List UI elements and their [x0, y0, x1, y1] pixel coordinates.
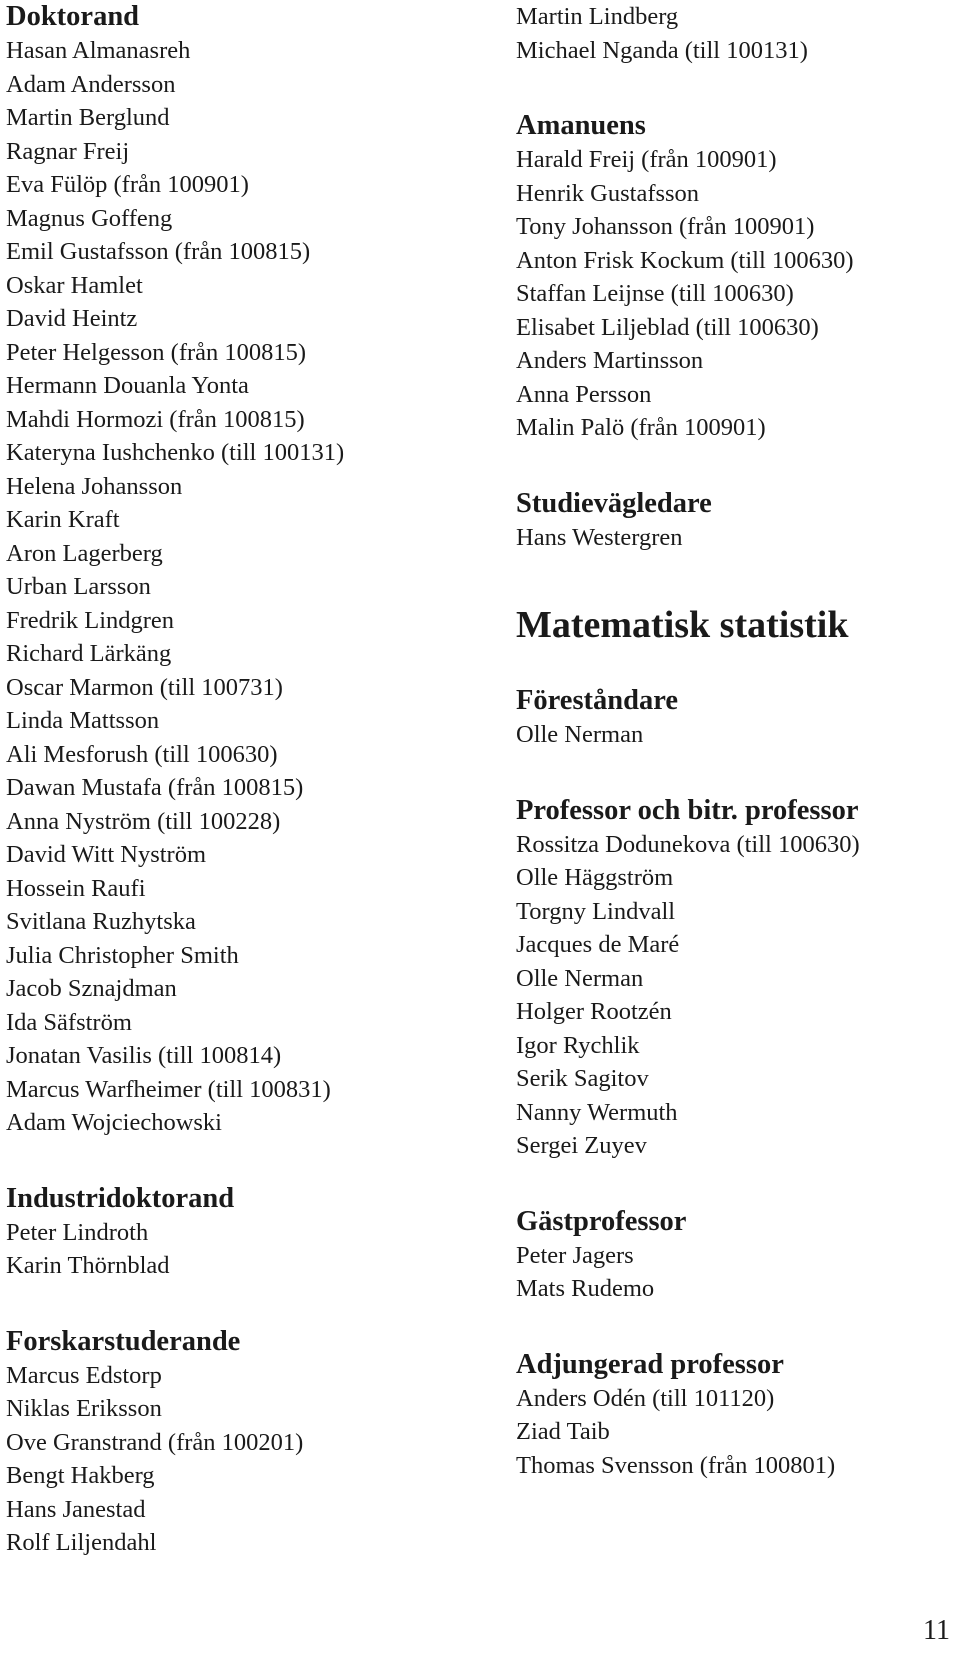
person-name: Anders Martinsson — [516, 347, 704, 374]
person-name: Ragnar Freij — [6, 137, 130, 165]
person-name: Anna Persson — [516, 380, 652, 408]
person-name: Jacob Sznajdman — [6, 975, 177, 1002]
section-heading: Industridoktorand — [6, 1182, 235, 1214]
person-name: Olle Häggström — [516, 864, 674, 891]
section-forestandare — [516, 684, 956, 752]
department-title: Matematisk statistik — [516, 604, 849, 646]
person-name: Tony Johansson (från 100901) — [516, 213, 815, 240]
person-name: Elisabet Liljeblad (till 100630) — [516, 313, 819, 341]
section-heading: Adjungerad professor — [516, 1348, 784, 1380]
person-name: Jonatan Vasilis (till 100814) — [6, 1042, 282, 1069]
person-name: Fredrik Lindgren — [6, 606, 175, 634]
person-name: Marcus Warfheimer (till 100831) — [6, 1075, 331, 1103]
section-professor — [516, 794, 956, 1163]
section-industridoktorand — [6, 1182, 486, 1283]
name-list — [516, 143, 956, 445]
left-column — [6, 0, 486, 1560]
name-list — [516, 521, 956, 555]
name-list — [6, 1359, 486, 1560]
person-name: Ali Mesforush (till 100630) — [6, 740, 278, 768]
person-name: Harald Freij (från 100901) — [516, 146, 777, 173]
person-name: Sergei Zuyev — [516, 1132, 647, 1159]
person-name: Oscar Marmon (till 100731) — [6, 673, 283, 701]
person-name: Peter Helgesson (från 100815) — [6, 338, 307, 366]
person-name: Igor Rychlik — [516, 1031, 640, 1059]
person-name: Svitlana Ruzhytska — [6, 908, 196, 935]
person-name: Malin Palö (från 100901) — [516, 414, 766, 441]
person-name: Mahdi Hormozi (från 100815) — [6, 405, 305, 433]
person-name: Serik Sagitov — [516, 1065, 649, 1092]
person-name: Anders Odén (till 101120) — [516, 1384, 775, 1412]
person-name: Anton Frisk Kockum (till 100630) — [516, 246, 854, 274]
person-name: Emil Gustafsson (från 100815) — [6, 238, 311, 265]
person-name: Henrik Gustafsson — [516, 179, 700, 207]
section-heading: Gästprofessor — [516, 1205, 687, 1237]
person-name: Anna Nyström (till 100228) — [6, 807, 281, 835]
section-heading: Doktorand — [6, 1, 140, 32]
person-name: Peter Lindroth — [6, 1218, 149, 1246]
name-list — [516, 718, 956, 752]
page-number: 11 — [923, 1615, 950, 1646]
person-name: Bengt Hakberg — [6, 1462, 155, 1489]
person-name: David Heintz — [6, 305, 138, 332]
person-name: Julia Christopher Smith — [6, 941, 239, 969]
person-name: Dawan Mustafa (från 100815) — [6, 774, 304, 801]
continued-name-list — [516, 0, 956, 67]
person-name: Rossitza Dodunekova (till 100630) — [516, 830, 860, 858]
person-name: Olle Nerman — [516, 721, 644, 748]
person-name: Hans Westergren — [516, 523, 683, 551]
person-name: Ida Säfström — [6, 1008, 132, 1036]
person-name: Nanny Wermuth — [516, 1098, 678, 1126]
name-list — [6, 34, 486, 1140]
person-name: Aron Lagerberg — [6, 539, 163, 567]
person-name: Torgny Lindvall — [516, 897, 676, 925]
person-name: Urban Larsson — [6, 573, 151, 600]
person-name: Karin Kraft — [6, 506, 120, 533]
person-name: Ove Granstrand (från 100201) — [6, 1428, 304, 1456]
person-name: Michael Nganda (till 100131) — [516, 36, 808, 64]
section-studievagledare — [516, 487, 956, 555]
name-list — [516, 828, 956, 1163]
person-name: Eva Fülöp (från 100901) — [6, 171, 249, 198]
person-name: Hossein Raufi — [6, 874, 146, 902]
person-name: Karin Thörnblad — [6, 1252, 170, 1279]
person-name: Staffan Leijnse (till 100630) — [516, 280, 794, 307]
name-list — [516, 1382, 956, 1483]
person-name: David Witt Nyström — [6, 841, 206, 868]
section-heading: Forskarstuderande — [6, 1325, 241, 1357]
person-name: Hasan Almanasreh — [6, 37, 191, 64]
section-forskarstuderande — [6, 1325, 486, 1560]
person-name: Hans Janestad — [6, 1495, 146, 1523]
section-heading: Professor och bitr. professor — [516, 794, 859, 826]
person-name: Martin Berglund — [6, 104, 170, 131]
section-heading: Studievägledare — [516, 487, 712, 519]
person-name: Mats Rudemo — [516, 1275, 655, 1302]
section-gastprofessor — [516, 1205, 956, 1306]
section-amanuens — [516, 109, 956, 445]
person-name: Holger Rootzén — [516, 998, 672, 1025]
person-name: Hermann Douanla Yonta — [6, 372, 249, 399]
name-list — [516, 1239, 956, 1306]
section-adjungerad-professor — [516, 1348, 956, 1483]
right-column — [516, 0, 956, 1482]
person-name: Martin Lindberg — [516, 3, 679, 30]
section-heading: Föreståndare — [516, 685, 679, 716]
person-name: Adam Andersson — [6, 70, 176, 98]
person-name: Niklas Eriksson — [6, 1395, 162, 1422]
person-name: Oskar Hamlet — [6, 271, 143, 299]
person-name: Jacques de Maré — [516, 931, 680, 958]
person-name: Helena Johansson — [6, 472, 183, 500]
person-name: Richard Lärkäng — [6, 640, 172, 667]
person-name: Kateryna Iushchenko (till 100131) — [6, 439, 345, 466]
person-name: Ziad Taib — [516, 1418, 610, 1445]
person-name: Peter Jagers — [516, 1241, 634, 1269]
person-name: Rolf Liljendahl — [6, 1529, 157, 1556]
section-doktorand — [6, 0, 486, 1140]
person-name: Linda Mattsson — [6, 707, 160, 734]
person-name: Thomas Svensson (från 100801) — [516, 1451, 836, 1479]
person-name: Marcus Edstorp — [6, 1361, 162, 1389]
person-name: Magnus Goffeng — [6, 204, 173, 232]
person-name: Adam Wojciechowski — [6, 1109, 222, 1136]
person-name: Olle Nerman — [516, 964, 644, 992]
section-heading: Amanuens — [516, 110, 646, 141]
name-list — [6, 1216, 486, 1283]
